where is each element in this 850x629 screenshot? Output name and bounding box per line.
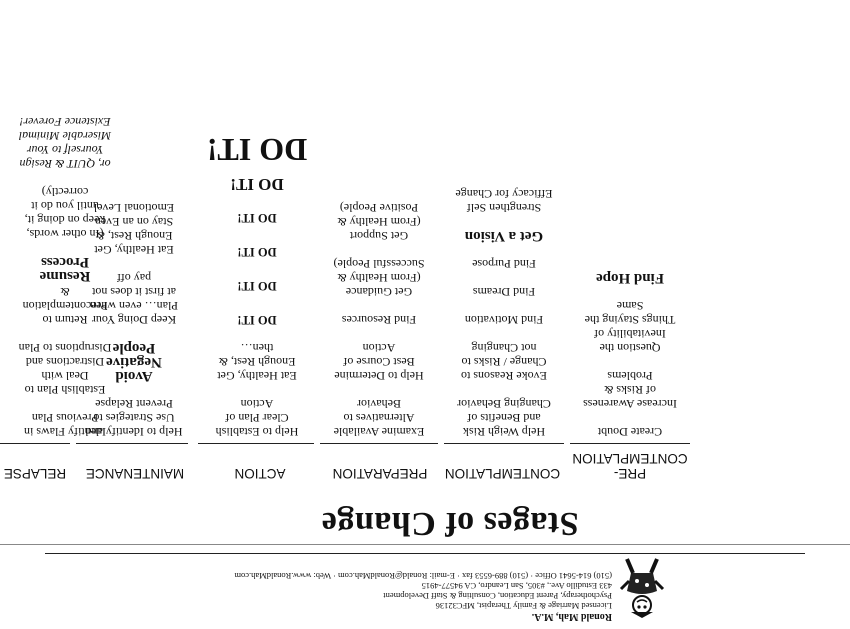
stage-item: Get Guidance (From Healthy & Successful People) — [333, 257, 425, 299]
stage-item: Examine Available Alternatives to Behavior — [333, 397, 425, 439]
column-contemplation — [442, 173, 566, 439]
stage-item: Create Doubt — [597, 425, 663, 439]
author-contact: (510) 614-5641 Office · (510) 889-6553 fax · E-mail: Ronald@RonaldMah.com · Web: www.RonaldMah.com — [234, 571, 612, 581]
stage-item-emphasis: Avoid Negative People — [106, 340, 162, 384]
stage-item: Eat Healthy, Get Enough Rest, & Stay on an Even Emotional Level — [93, 201, 175, 257]
do-it-line: DO IT! — [230, 175, 284, 194]
author-credentials: Licensed Marriage & Family Therapist, MFC32136 — [435, 601, 612, 611]
stage-underline — [198, 443, 314, 444]
stage-header-preparation: PREPARATION — [332, 466, 428, 481]
author-services: Psychotherapy, Parent Education, Consulting & Staff Development — [383, 591, 612, 601]
stage-item: Increase Awareness of Risks & Problems — [583, 369, 677, 411]
stage-item: Help to Determine Best Course of Action — [334, 341, 424, 383]
stage-header-action: ACTION — [234, 466, 286, 481]
column-action — [196, 123, 318, 439]
stage-underline — [320, 443, 438, 444]
column-preparation — [318, 187, 440, 439]
stage-header-maintenance: MAINTENANCE — [85, 466, 185, 481]
stage-item: Identify Flaws in Previous Plan — [24, 411, 106, 439]
stage-item: Find Purpose — [472, 257, 536, 271]
stage-item: Evoke Reasons to Change / Risks to not Changing — [461, 341, 547, 383]
stage-item: Find Dreams — [472, 285, 536, 299]
do-it-line: DO IT! — [237, 211, 277, 225]
stage-item: (In other words, keep on doing it, until you do it correctly) — [24, 185, 106, 241]
stage-item: Return to Precontemplation & — [22, 285, 108, 327]
stage-item-emphasis: Resume Process — [39, 254, 91, 284]
header-divider — [45, 553, 805, 554]
stage-item: Help Weigh Risk and Benefits of Changing Behavior — [457, 397, 551, 439]
do-it-line: DO IT! — [206, 132, 308, 168]
do-it-line: DO IT! — [237, 313, 277, 327]
stage-item: Strengthen Self Efficacy for Change — [455, 187, 553, 215]
stage-header-relapse: RELAPSE — [3, 466, 67, 481]
do-it-line: DO IT! — [237, 245, 277, 259]
stage-underline — [76, 443, 188, 444]
stage-item: Keep Doing Your Plan… even when at first it does not pay off — [90, 271, 178, 327]
stage-header-contemplation: CONTEMPLATION — [444, 466, 561, 481]
do-it-line: DO IT! — [237, 279, 277, 293]
stage-item: Find Resources — [341, 313, 417, 327]
clown-logo — [617, 557, 667, 619]
stage-underline — [0, 443, 70, 444]
column-precontemplation — [570, 257, 690, 439]
column-relapse — [0, 101, 130, 439]
stage-item-emphasis: Find Hope — [596, 270, 664, 286]
stage-header-precontemplation: PRE- CONTEMPLATION — [572, 451, 688, 481]
stage-item: Help to Establish Clear Plan of Action — [215, 397, 299, 439]
stage-item: Question the Inevitability of Things Staying the Same — [584, 299, 676, 355]
stage-item: Find Motivation — [464, 313, 544, 327]
stage-item-italic: or, QUIT & Resign Yourself to Your Miserable Minimal Existence Forever! — [18, 115, 112, 171]
author-address: 433 Estudillo Ave., #305, San Leandro, CA 94577-4915 — [421, 581, 612, 591]
stage-item: Eat Healthy, Get Enough Rest, & then… — [217, 341, 297, 383]
title-divider — [0, 544, 850, 545]
page-title: Stages of Change — [321, 505, 579, 542]
stage-item-emphasis: Get a Vision — [464, 228, 544, 244]
stage-item: Establish Plan to Deal with Distractions and Disruptions to Plan — [18, 341, 112, 397]
stage-underline — [444, 443, 564, 444]
stage-underline — [570, 443, 690, 444]
author-contact-block — [132, 571, 612, 621]
author-name: Ronald Mah, M.A. — [531, 611, 612, 622]
stage-item: Get Support (From Healthy & Positive People) — [337, 201, 421, 243]
stage-item: Help to Identify and Use Strategies to Prevent Relapse — [85, 397, 183, 439]
